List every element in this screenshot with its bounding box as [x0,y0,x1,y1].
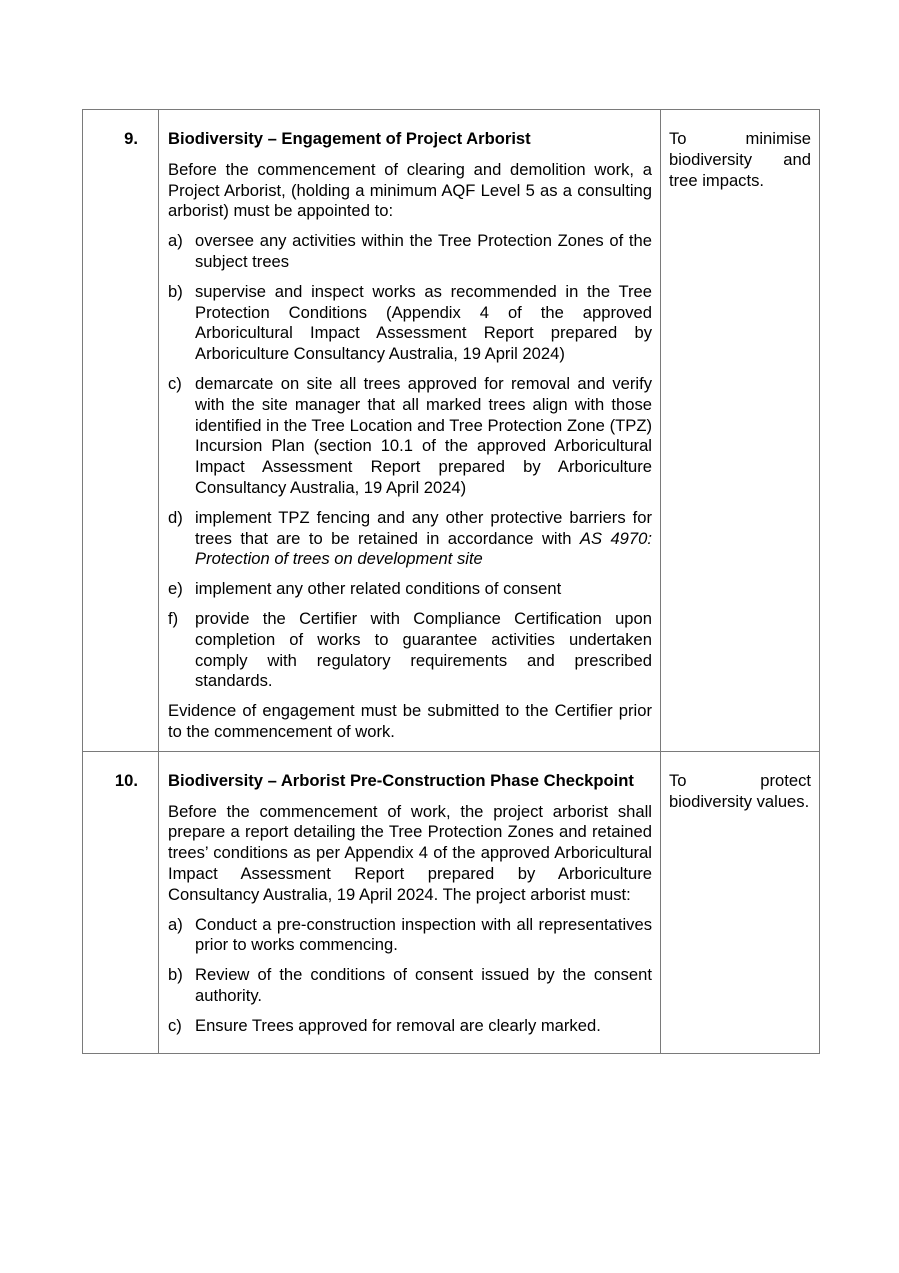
condition-row [83,751,820,1054]
reason-cell [661,751,820,1054]
list-item-text: demarcate on site all trees approved for removal and verify with the site manager that all marked trees align with those identified in the Tree Location and Tree Protection Zone (TPZ) Incursion Plan (section 10.1 of the approved Arboricultural Impact Assessment Report prepared by Arboriculture Consultancy Australia, 19 April 2024) [195,373,652,497]
list-item-text: implement any other related conditions of consent [195,579,562,599]
condition-title: Biodiversity – Engagement of Project Arborist [168,129,531,148]
condition-reason: To protect biodiversity values. [669,770,811,811]
list-item [168,1016,652,1037]
list-item-text: oversee any activities within the Tree Protection Zones of the subject trees [195,231,652,271]
list-item-letter: f) [168,608,179,628]
list-item [168,231,652,273]
list-item-letter: c) [168,373,182,393]
condition-number: 10. [83,751,159,1054]
condition-reason: To minimise biodiversity and tree impacts. [669,129,811,190]
list-item-letter: a) [168,231,183,251]
standard-reference: AS 4970: Protection of trees on development site [195,528,652,569]
condition-title: Biodiversity – Arborist Pre-Construction Phase Checkpoint [168,770,634,790]
list-item [168,965,652,1007]
condition-row [83,110,820,752]
conditions-table [82,109,820,1054]
list-item [168,374,652,499]
list-item-letter: e) [168,579,183,599]
condition-intro: Before the commencement of clearing and demolition work, a Project Arborist, (holding a minimum AQF Level 5 as a consulting arborist) must be appointed to: [168,159,652,221]
list-item [168,609,652,692]
list-item-text: Review of the conditions of consent issued by the consent authority. [195,965,652,1005]
list-item-letter: c) [168,1015,182,1035]
reason-cell [661,110,820,752]
list-item-text: Ensure Trees approved for removal are clearly marked. [195,1015,601,1035]
condition-body [159,751,661,1054]
condition-item-list [168,915,652,1037]
list-item [168,508,652,570]
list-item [168,282,652,365]
list-item-letter: a) [168,914,183,934]
list-item-letter: b) [168,965,183,985]
list-item-text: supervise and inspect works as recommended in the Tree Protection Conditions (Appendix 4 of the approved Arboricultural Impact Assessment Report prepared by Arboriculture Consultancy Australia, 19 April 2024) [195,281,652,364]
list-item [168,915,652,957]
list-item-text: provide the Certifier with Compliance Certification upon completion of works to guarantee activities undertaken comply with regulatory requirements and prescribed standards. [195,608,652,691]
condition-item-list [168,231,652,692]
list-item-text: Conduct a pre-construction inspection with all representatives prior to works commencing. [195,914,652,955]
condition-number: 9. [83,110,159,752]
list-item-text [195,508,652,570]
condition-closing: Evidence of engagement must be submitted to the Certifier prior to the commencement of work. [168,701,652,741]
list-item-letter: b) [168,281,183,301]
list-item-text-plain: implement TPZ fencing and any other protective barriers for trees that are to be retained in accordance with [195,507,652,548]
condition-intro: Before the commencement of work, the project arborist shall prepare a report detailing the Tree Protection Zones and retained trees’ conditions as per Appendix 4 of the approved Arboricultural Impact Assessment Report prepared by Arboriculture Consultancy Australia, 19 April 2024. The project arborist must: [168,801,652,904]
list-item [168,579,652,600]
list-item-letter: d) [168,507,183,527]
condition-body [159,110,661,752]
